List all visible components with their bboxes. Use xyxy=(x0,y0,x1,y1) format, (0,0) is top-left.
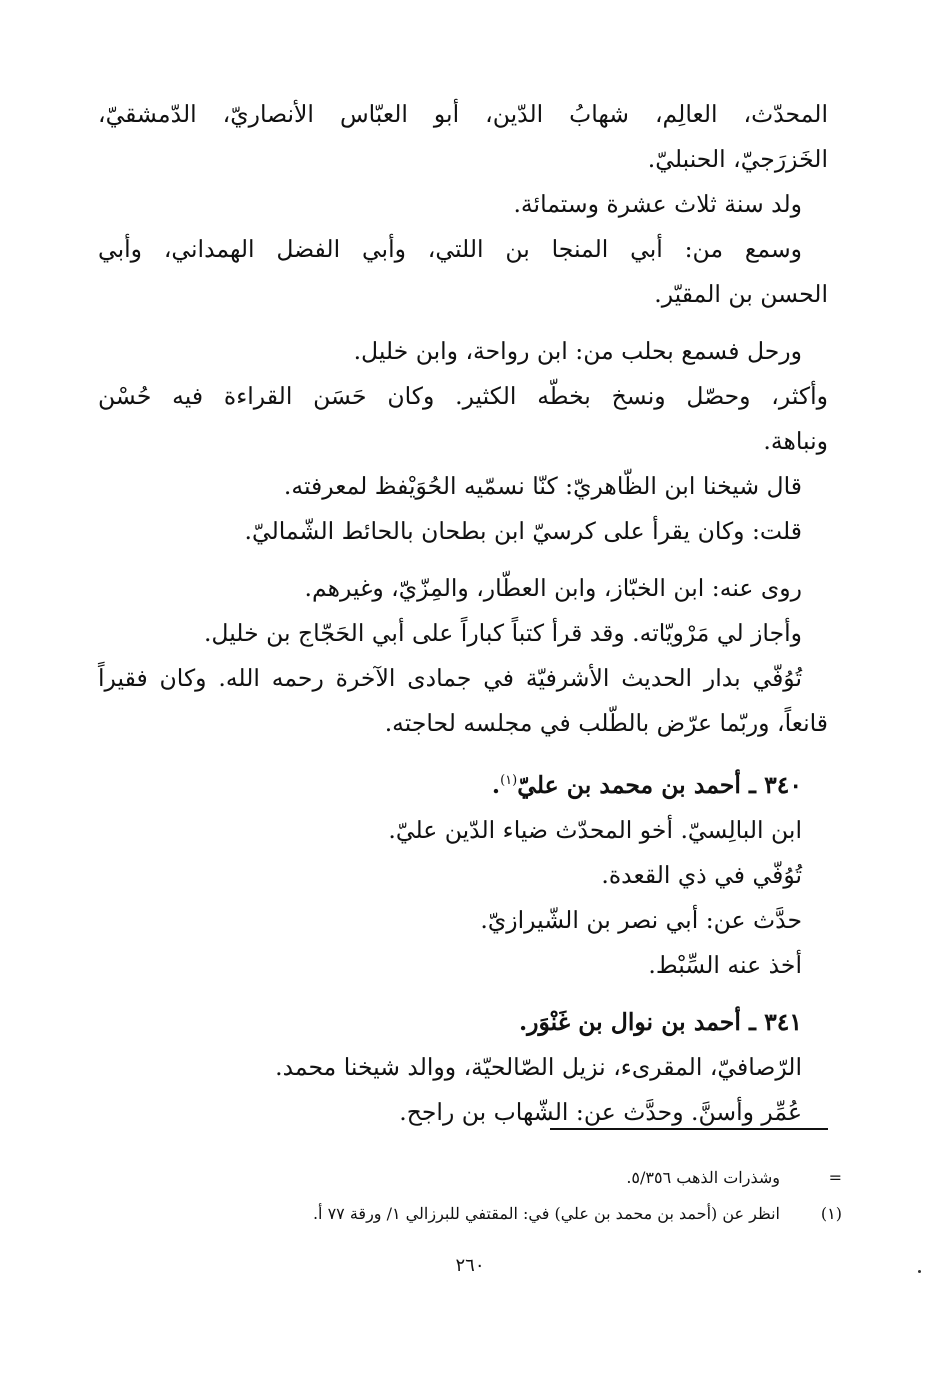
text-line: تُوُفّي في ذي القعدة. xyxy=(601,860,802,889)
text-line: تُوُفّي بدار الحديث الأشرفيّة في جمادى الآخرة رحمه الله. وكان فقيراً xyxy=(98,664,802,692)
footnotes xyxy=(97,1160,842,1232)
text-line: قانعاً، وربّما عرّض بالطّلب في مجلسه لحاجته. xyxy=(384,709,828,737)
footnote-item xyxy=(97,1160,842,1196)
text-line: المحدّث، العالِم، شهابُ الدّين، أبو العبّاس الأنصاريّ، الدّمشقيّ، xyxy=(98,100,828,128)
footnote-mark: = xyxy=(828,1168,842,1187)
text-line: ولد سنة ثلاث عشرة وستمائة. xyxy=(513,190,802,218)
text-line: قال شيخنا ابن الظّاهريّ: كنّا نسمّيه الحُوَيْفظ لمعرفته. xyxy=(283,472,802,500)
text-line: عُمِّر وأسنَّ. وحدَّث عن: الشّهاب بن راجح. xyxy=(399,1097,802,1126)
entry-heading-340 xyxy=(98,758,828,808)
text-line: قلت: وكان يقرأ على كرسيّ ابن بطحان بالحائط الشّماليّ. xyxy=(244,517,802,545)
text-line: وأجاز لي مَرْويّاته. وقد قرأ كتباً كباراً على أبي الحَجّاج بن خليل. xyxy=(203,619,802,647)
text-line: روى عنه: ابن الخبّاز، وابن العطّار، والمِزّيّ، وغيرهم. xyxy=(304,574,802,602)
footnote-separator xyxy=(550,1128,828,1130)
text-line: ونباهة. xyxy=(763,427,828,455)
footnote-mark: (١) xyxy=(820,1204,842,1223)
footnote-text: وشذرات الذهب ٥/٣٥٦. xyxy=(626,1168,780,1187)
footnote-item xyxy=(97,1196,842,1232)
text-line: ورحل فسمع بحلب من: ابن رواحة، وابن خليل. xyxy=(353,337,802,365)
text-line: الخَزرَجيّ، الحنبليّ. xyxy=(647,145,828,173)
text-line: وسمع من: أبي المنجا بن اللتي، وأبي الفضل الهمداني، وأبي xyxy=(98,235,802,263)
page-number: ٢٦٠ xyxy=(455,1255,485,1276)
main-text xyxy=(98,92,828,1135)
entry-heading-341: ٣٤١ ـ أحمد بن نوال بن غَنْوَر. xyxy=(518,1007,802,1036)
text-line: أخذ عنه السِّبْط. xyxy=(648,950,802,979)
text-line: حدَّث عن: أبي نصر بن الشّيرازيّ. xyxy=(480,905,802,934)
entry-heading-text: ٣٤٠ ـ أحمد بن محمد بن عليّ xyxy=(517,770,802,799)
footnote-text: انظر عن (أحمد بن محمد بن علي) في: المقتفي للبرزالي ١/ ورقة ٧٧ أ. xyxy=(312,1204,780,1223)
text-line: ابن البالِسيّ. أخو المحدّث ضياء الدّين عليّ. xyxy=(388,815,802,844)
text-line: الرّصافيّ، المقرىء، نزيل الصّالحيّة، ووالد شيخنا محمد. xyxy=(275,1052,802,1081)
text-line: وأكثر، وحصّل ونسخ بخطّه الكثير. وكان حَسَن القراءة فيه حُسْن xyxy=(98,382,828,410)
entry-heading-end: . xyxy=(491,770,501,799)
footnote-ref: (١) xyxy=(500,773,518,788)
text-line: الحسن بن المقيّر. xyxy=(654,280,828,308)
scan-speck xyxy=(918,1270,921,1273)
